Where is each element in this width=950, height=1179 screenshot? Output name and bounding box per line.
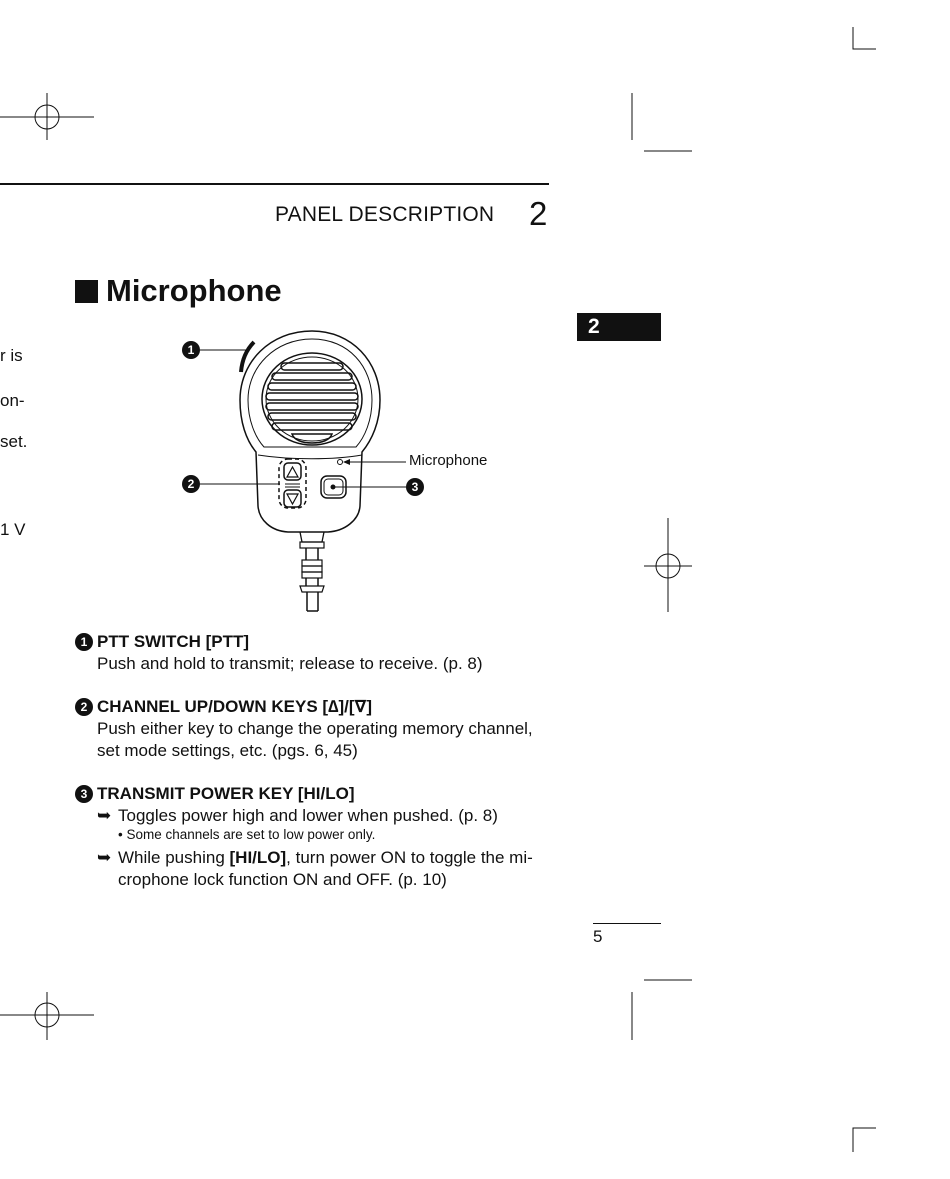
arrow-bullet-icon: ➥	[97, 806, 112, 825]
item-1-number: 1	[75, 633, 93, 651]
item-2-description-line2: set mode settings, etc. (pgs. 6, 45)	[97, 741, 358, 760]
item-2-description-line1: Push either key to change the operating memory channel,	[97, 719, 533, 738]
item-3-bullet-2-text	[118, 847, 558, 869]
bullet-2-prefix: While pushing	[118, 848, 230, 867]
left-fragment: on-	[0, 391, 25, 410]
page-title: Microphone	[106, 273, 282, 308]
chapter-number: 2	[529, 195, 548, 232]
arrow-bullet-icon: ➥	[97, 848, 112, 867]
chapter-tab: 2	[577, 313, 661, 341]
item-2-number: 2	[75, 698, 93, 716]
footer-rule	[593, 923, 661, 924]
bullet-2-rest: , turn power ON to toggle the mi-	[286, 848, 533, 867]
left-fragment: set.	[0, 432, 28, 451]
left-fragment: 1 V	[0, 520, 26, 539]
item-1-description: Push and hold to transmit; release to receive. (p. 8)	[97, 654, 483, 673]
item-1-title	[75, 632, 249, 652]
item-2-title	[75, 697, 372, 717]
microphone-illustration	[160, 320, 450, 620]
item-2-title-text: CHANNEL UP/DOWN KEYS [∆]/[∇]	[97, 697, 373, 716]
item-1-title-text: PTT SWITCH [PTT]	[97, 632, 250, 651]
title-square-icon	[75, 280, 98, 303]
callout-number-1: 1	[187, 343, 195, 357]
section-label: PANEL DESCRIPTION	[275, 203, 495, 226]
left-fragment: r is	[0, 346, 23, 365]
bullet-2-key-label: [HI/LO]	[229, 848, 287, 867]
item-3-bullet-2-line2: crophone lock function ON and OFF. (p. 10)	[118, 870, 447, 889]
item-3-title-text: TRANSMIT POWER KEY [HI/LO]	[97, 784, 355, 803]
item-3-bullet-1-text: Toggles power high and lower when pushed. (p. 8)	[118, 806, 498, 825]
item-3-bullet-2	[97, 847, 557, 869]
item-3-title	[75, 784, 355, 804]
item-3-number: 3	[75, 785, 93, 803]
microphone-callout-label: Microphone	[409, 452, 488, 469]
callout-number-2: 2	[187, 477, 195, 491]
item-3-bullet-1	[97, 805, 557, 827]
header-rule	[0, 183, 549, 185]
page-number: 5	[593, 927, 603, 946]
callout-number-3: 3	[411, 480, 419, 494]
item-3-note: • Some channels are set to low power only.	[118, 827, 376, 842]
